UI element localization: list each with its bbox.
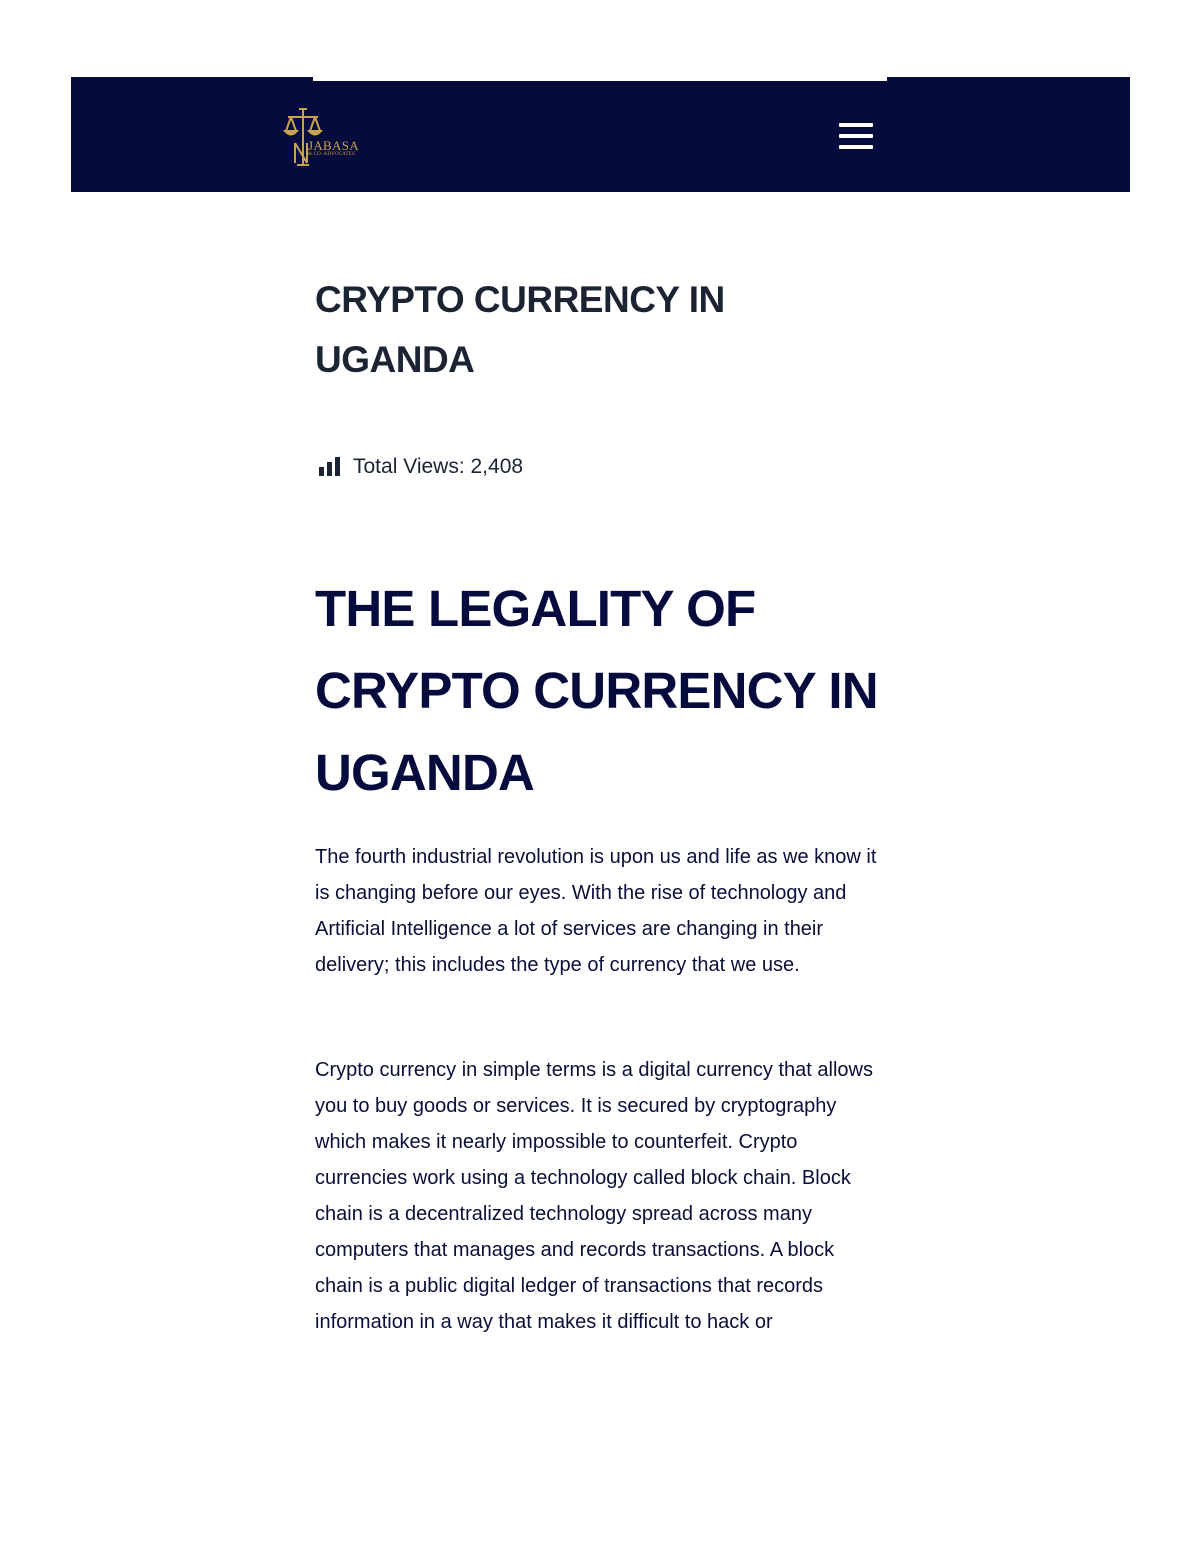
logo-wordmark: JABASA bbox=[308, 138, 359, 153]
header-top-divider bbox=[313, 77, 887, 81]
site-logo[interactable] bbox=[283, 105, 373, 169]
article-paragraph: Crypto currency in simple terms is a digital currency that allows you to buy goods or services. It is secured by cryptography which makes it nearly impossible to counterfeit. Crypto currencies work using a technology called block chain. Block chain is a decentralized technology spread across many computers that manages and records transactions. A block chain is a public digital ledger of transactions that records information in a way that makes it difficult to hack or bbox=[315, 1059, 873, 1333]
page-title: CRYPTO CURRENCY IN UGANDA bbox=[315, 279, 725, 380]
bar-chart-icon bbox=[319, 457, 341, 477]
site-header bbox=[71, 77, 1130, 192]
total-views bbox=[319, 452, 523, 482]
article-heading: THE LEGALITY OF CRYPTO CURRENCY IN UGANDA bbox=[315, 580, 878, 801]
views-count: Total Views: 2,408 bbox=[353, 455, 524, 478]
scales-of-justice-icon bbox=[283, 105, 323, 169]
article-paragraph: The fourth industrial revolution is upon us and life as we know it is changing before our eyes. With the rise of technology and Artificial Intelligence a lot of services are changing in their delivery; this includes the type of currency that we use. bbox=[315, 846, 877, 976]
logo-subtitle: & CO. ADVOCATES bbox=[308, 152, 356, 157]
hamburger-menu-icon[interactable] bbox=[836, 117, 876, 157]
